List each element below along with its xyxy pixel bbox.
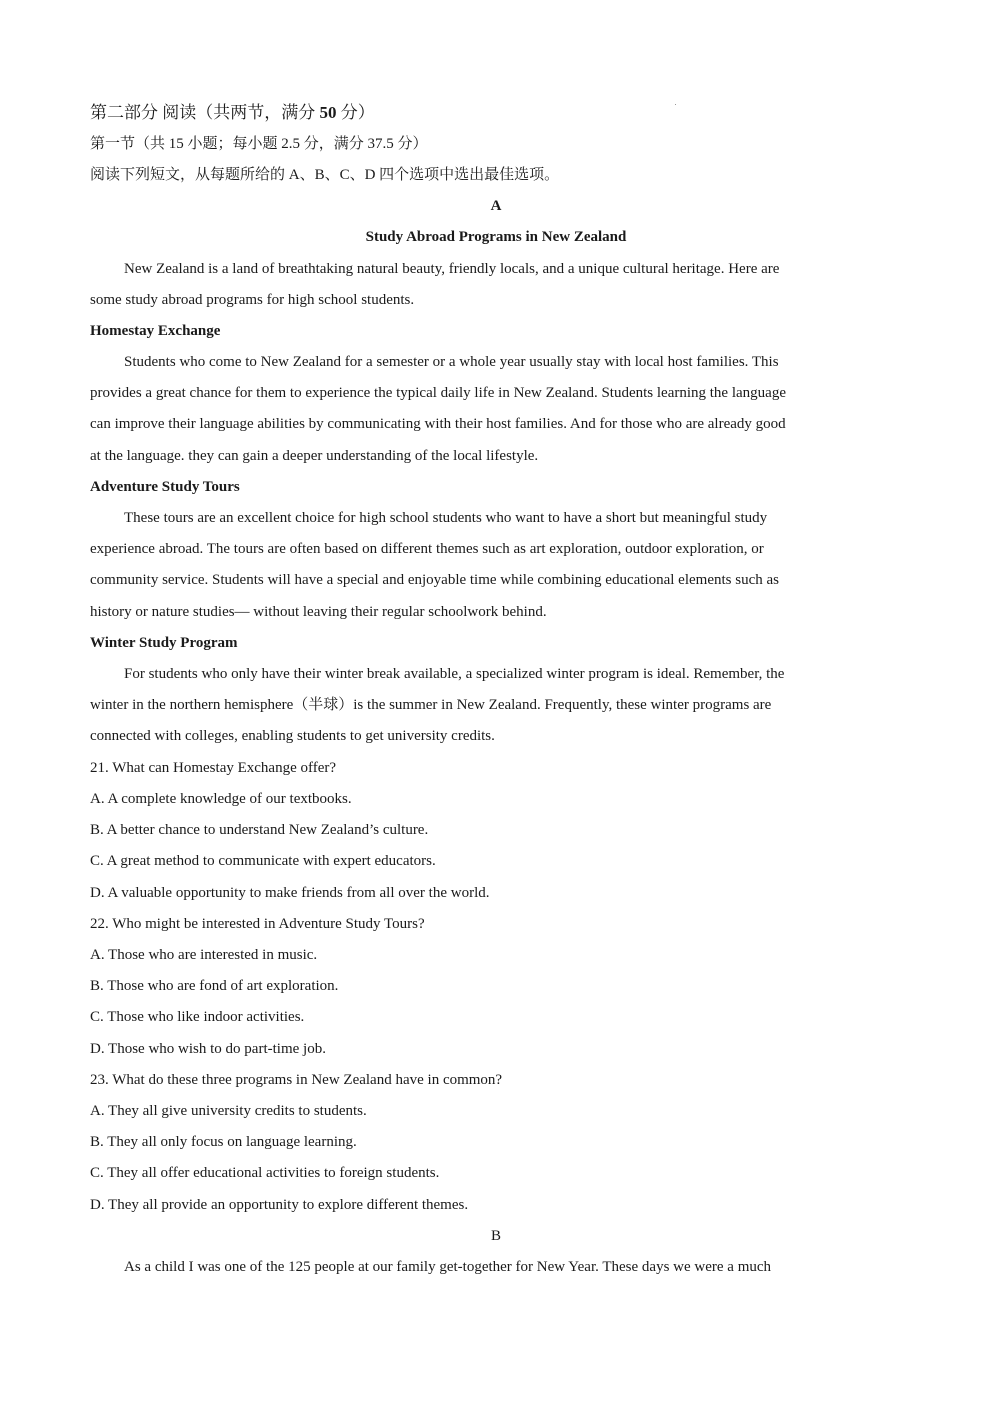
section-title-winter: Winter Study Program [90, 635, 238, 651]
question-23-option-a: A. They all give university credits to students. [90, 1103, 367, 1119]
question-23-stem: 23. What do these three programs in New Zealand have in common? [90, 1072, 503, 1088]
paragraph-line: For students who only have their winter break available, a specialized winter program is ideal. Remember, the [124, 666, 785, 682]
part-heading-suffix: 分） [336, 103, 375, 122]
paragraph-line: These tours are an excellent choice for high school students who want to have a short but meaningful study [124, 510, 768, 526]
passage-a-title: Study Abroad Programs in New Zealand [365, 229, 627, 245]
paragraph-line: community service. Students will have a special and enjoyable time while combining educational elements such as [90, 572, 779, 588]
section-title-adventure: Adventure Study Tours [90, 479, 240, 495]
paragraph-line: experience abroad. The tours are often based on different themes such as art exploration, outdoor exploration, or [90, 541, 764, 557]
paragraph-line: some study abroad programs for high school students. [90, 292, 415, 308]
question-21-option-c: C. A great method to communicate with expert educators. [90, 853, 436, 869]
paragraph-line: at the language. they can gain a deeper understanding of the local lifestyle. [90, 448, 539, 464]
paragraph-line: winter in the northern hemisphere（半球）is the summer in New Zealand. Frequently, these winter programs are [90, 697, 772, 713]
section-heading: 第一节（共 15 小题；每小题 2.5 分，满分 37.5 分） [90, 136, 428, 152]
question-23-option-d: D. They all provide an opportunity to explore different themes. [90, 1197, 469, 1213]
paragraph-line: provides a great chance for them to experience the typical daily life in New Zealand. Students learning the language [90, 385, 786, 401]
paragraph-line: history or nature studies— without leaving their regular schoolwork behind. [90, 604, 547, 620]
question-21-option-a: A. A complete knowledge of our textbooks. [90, 791, 352, 807]
question-23-option-b: B. They all only focus on language learning. [90, 1134, 357, 1150]
paragraph-line: connected with colleges, enabling students to get university credits. [90, 728, 495, 744]
question-21-stem: 21. What can Homestay Exchange offer? [90, 760, 337, 776]
paragraph-line: can improve their language abilities by communicating with their host families. And for those who are already good [90, 416, 786, 432]
question-23-option-c: C. They all offer educational activities to foreign students. [90, 1165, 440, 1181]
section-title-homestay: Homestay Exchange [90, 323, 221, 339]
passage-a-letter: A [490, 198, 502, 214]
question-22-option-d: D. Those who wish to do part-time job. [90, 1041, 326, 1057]
question-21-option-d: D. A valuable opportunity to make friends from all over the world. [90, 885, 490, 901]
paragraph-line: New Zealand is a land of breathtaking natural beauty, friendly locals, and a unique cultural heritage. Here are [124, 261, 780, 277]
part-score: 50 [319, 103, 337, 122]
question-21-option-b: B. A better chance to understand New Zealand’s culture. [90, 822, 429, 838]
question-22-option-a: A. Those who are interested in music. [90, 947, 318, 963]
question-22-option-c: C. Those who like indoor activities. [90, 1009, 305, 1025]
part-heading-text: 第二部分 阅读（共两节，满分 [90, 103, 320, 122]
question-22-option-b: B. Those who are fond of art exploration. [90, 978, 339, 994]
paragraph-line: Students who come to New Zealand for a semester or a whole year usually stay with local host families. This [124, 354, 779, 370]
passage-b-first-line: As a child I was one of the 125 people at our family get-together for New Year. These days we were a much [124, 1259, 772, 1275]
part-heading [90, 97, 905, 128]
question-22-stem: 22. Who might be interested in Adventure Study Tours? [90, 916, 425, 932]
passage-b-letter: B [490, 1228, 501, 1244]
instruction: 阅读下列短文，从每题所给的 A、B、C、D 四个选项中选出最佳选项。 [90, 167, 560, 183]
